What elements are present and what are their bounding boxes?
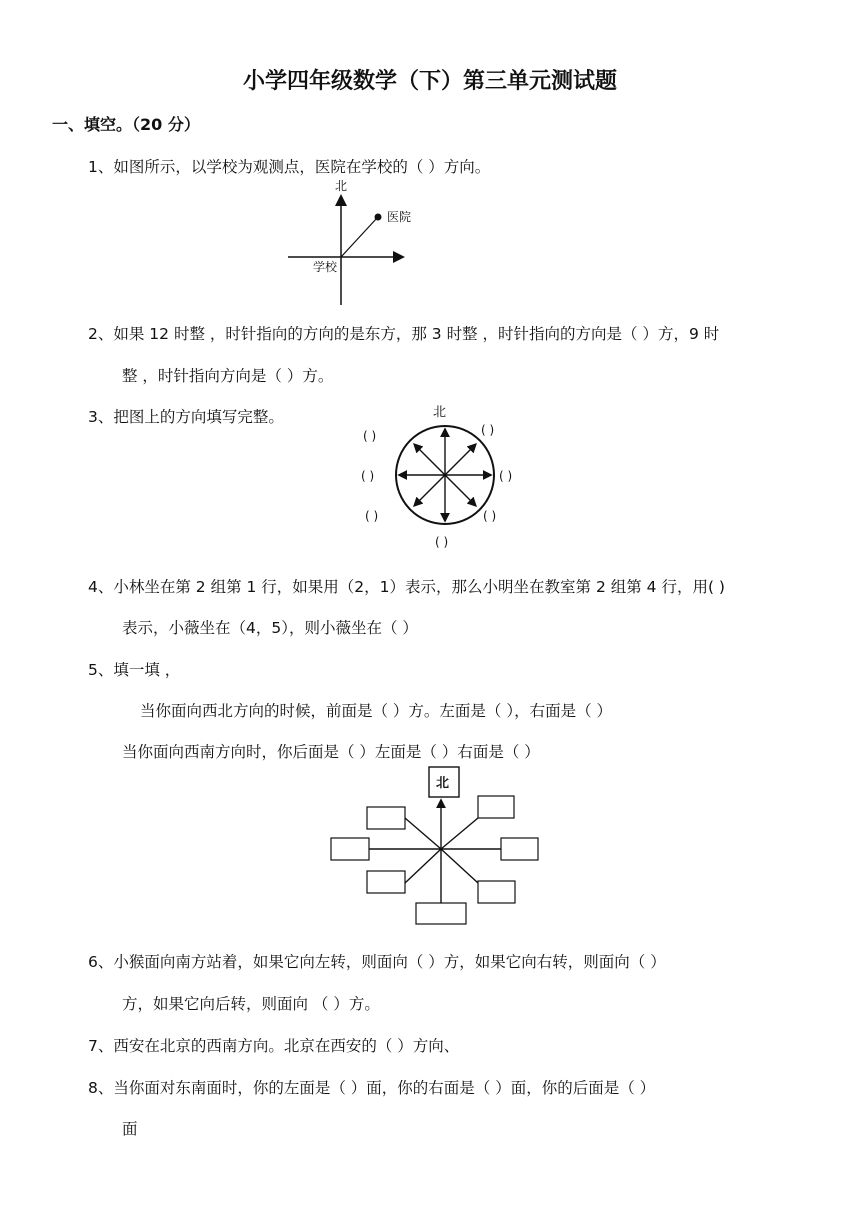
question-7-text: 7、西安在北京的西南方向。北京在西安的（ ）方向、 [88, 1037, 460, 1055]
question-5-line-1: 5、填一填 ， [88, 661, 181, 679]
question-8-line-1: 8、当你面对东南面时，你的左面是（ ）面，你的右面是（ ）面，你的后面是（ ） [88, 1079, 656, 1097]
blank-northeast: ( ) [481, 423, 495, 437]
southwest-box [367, 871, 405, 893]
question-5-direction-diagram [325, 763, 545, 928]
blank-west: ( ) [361, 469, 375, 483]
school-label: 学校 [313, 260, 338, 274]
blank-northwest: ( ) [363, 429, 377, 443]
hospital-label: 医院 [387, 210, 412, 224]
question-4-line-2: 表示，小薇坐在（4，5），则小薇坐在（ ） [122, 619, 418, 637]
blank-southeast: ( ) [483, 509, 497, 523]
question-4-line-1: 4、小林坐在第 2 组第 1 行，如果用（2，1）表示，那么小明坐在教室第 2 组第 4 行，用( ) [88, 578, 725, 596]
page-title: 小学四年级数学（下）第三单元测试题 [242, 69, 617, 94]
north-label: 北 [436, 776, 450, 791]
question-5-line-3: 当你面向西南方向时，你后面是（ ）左面是（ ）右面是（ ） [122, 743, 540, 761]
question-5-line-2: 当你面向西北方向的时候，前面是（ ）方。左面是（ ），右面是（ ） [140, 702, 613, 720]
section-heading: 一、填空。（20 分） [52, 115, 200, 134]
question-1-text: 1、如图所示，以学校为观测点，医院在学校的（ ）方向。 [88, 158, 491, 176]
question-3-compass-diagram [355, 400, 540, 552]
question-6-line-1: 6、小猴面向南方站着，如果它向左转，则面向（ ）方，如果它向右转，则面向（ ） [88, 953, 666, 971]
blank-southwest: ( ) [365, 509, 379, 523]
southeast-box [478, 881, 515, 903]
question-6-line-2: 方，如果它向后转，则面向 （ ）方。 [122, 995, 380, 1013]
hospital-ray [341, 218, 377, 257]
question-2-line-1: 2、如果 12 时整 ，时针指向的方向的是东方，那 3 时整 ，时针指向的方向是（ ）方，9 时 [88, 325, 720, 343]
question-1-diagram [280, 175, 420, 310]
blank-east: ( ) [499, 469, 513, 483]
north-label: 北 [433, 405, 447, 420]
northeast-box [478, 796, 514, 818]
blank-south: ( ) [435, 535, 449, 549]
north-label: 北 [335, 179, 348, 193]
northwest-box [367, 807, 405, 829]
east-box [501, 838, 538, 860]
south-box [416, 903, 466, 924]
question-3-text: 3、把图上的方向填写完整。 [88, 408, 284, 426]
question-2-line-2: 整 ，时针指向方向是（ ）方。 [122, 367, 334, 385]
west-box [331, 838, 369, 860]
hospital-point [375, 214, 382, 221]
question-8-line-2: 面 [122, 1120, 138, 1138]
